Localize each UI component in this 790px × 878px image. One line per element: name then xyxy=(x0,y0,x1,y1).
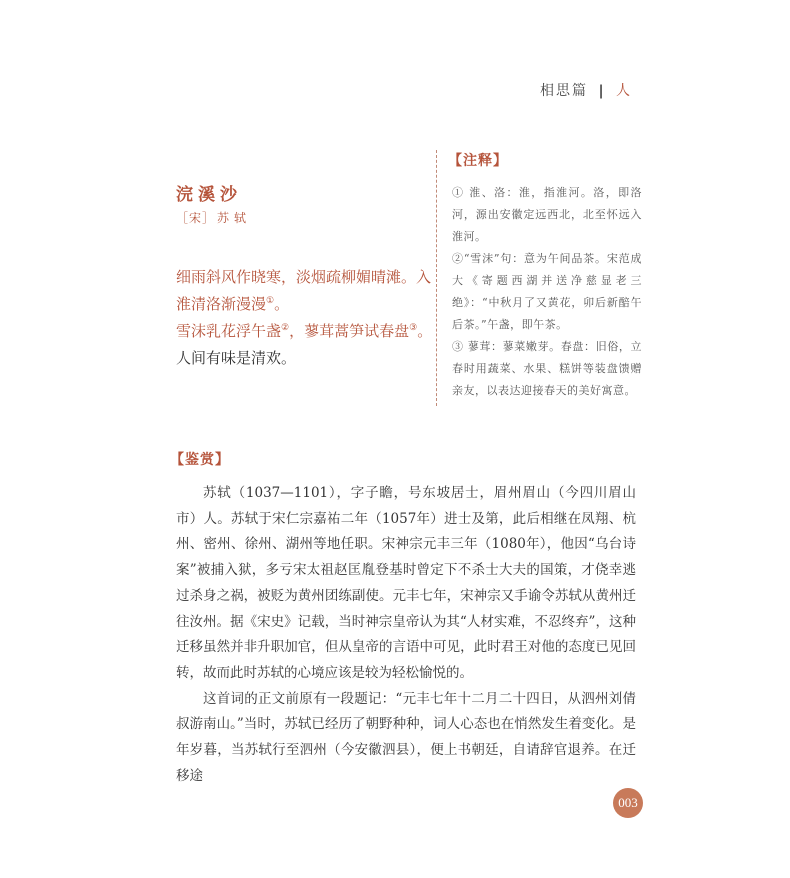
notes-list xyxy=(452,182,642,402)
poem-line-3 xyxy=(176,318,434,345)
note-item-3: ③ 蓼茸：蓼菜嫩芽。春盘：旧俗，立春时用蔬菜、水果、糕饼等装盘馈赠亲友，以表达迎接春天的美好寓意。 xyxy=(452,340,642,397)
note-mark-2: ② xyxy=(281,323,290,333)
poem-line-4: 人间有味是清欢。 xyxy=(176,349,297,367)
poem-author xyxy=(176,209,251,226)
header-separator: | xyxy=(598,83,606,99)
notes-divider xyxy=(436,150,437,406)
poem-body xyxy=(176,264,434,372)
section-label: 人 xyxy=(616,83,632,99)
poem-dynasty: ［宋］ xyxy=(176,211,216,225)
appreciation-title: 【鉴赏】 xyxy=(170,452,230,468)
poem-line-1: 细雨斜风作晓寒，淡烟疏柳媚晴滩。入 xyxy=(176,268,432,286)
poem-line-2 xyxy=(176,291,434,318)
poem-author-name: 苏轼 xyxy=(217,211,252,225)
appreciation-body xyxy=(176,481,636,789)
note-mark-3: ③ xyxy=(409,323,418,333)
note-mark-1: ① xyxy=(266,296,275,306)
poem-title: 浣溪沙 xyxy=(176,185,242,205)
poem-line-3-b: ，蓼茸蒿笋试春盘 xyxy=(289,322,410,340)
notes-title: 【注释】 xyxy=(448,153,508,169)
running-header xyxy=(540,80,632,100)
page-number: 003 xyxy=(613,788,643,818)
poem-line-2-end: 。 xyxy=(274,295,290,313)
note-item-1: ① 淮、洛：淮，指淮河。洛，即洛河，源出安徽定远西北，北至怀远入淮河。 xyxy=(452,186,642,243)
poem-line-3-end: 。 xyxy=(417,322,433,340)
poem-line-2-text: 淮清洛渐漫漫 xyxy=(176,295,267,313)
chapter-label: 相思篇 xyxy=(540,83,588,99)
note-item-2: ②“雪沫”句：意为午间品茶。宋范成大《寄题西湖并送净慈显老三绝》：“中秋月了又黄花，卯后新醅午后茶。”午盏，即午茶。 xyxy=(452,252,642,331)
poem-line-3-a: 雪沫乳花浮午盏 xyxy=(176,322,282,340)
appreciation-paragraph-1: 苏轼（1037—1101），字子瞻，号东坡居士，眉州眉山（今四川眉山市）人。苏轼于宋仁宗嘉祐二年（1057年）进士及第，此后相继在凤翔、杭州、密州、徐州、湖州等地任职。宋神宗元丰三年（1080年），他因“乌台诗案”被捕入狱，多亏宋太祖赵匡胤登基时曾定下不杀士大夫的国策，才侥幸逃过杀身之祸，被贬为黄州团练副使。元丰七年，宋神宗又手谕令苏轼从黄州迁往汝州。据《宋史》记载，当时神宗皇帝认为其“人材实难，不忍终弃”，这种迁移虽然并非升职加官，但从皇帝的言语中可见，此时君王对他的态度已见回转，故而此时苏轼的心境应该是较为轻松愉悦的。 xyxy=(176,485,636,681)
appreciation-paragraph-2: 这首词的正文前原有一段题记：“元丰七年十二月二十四日，从泗州刘倩叔游南山。”当时，苏轼已经历了朝野种种，词人心态也在悄然发生着变化。是年岁暮，当苏轼行至泗州（今安徽泗县），便上书朝廷，自请辞官退养。在迁移途 xyxy=(176,690,636,784)
